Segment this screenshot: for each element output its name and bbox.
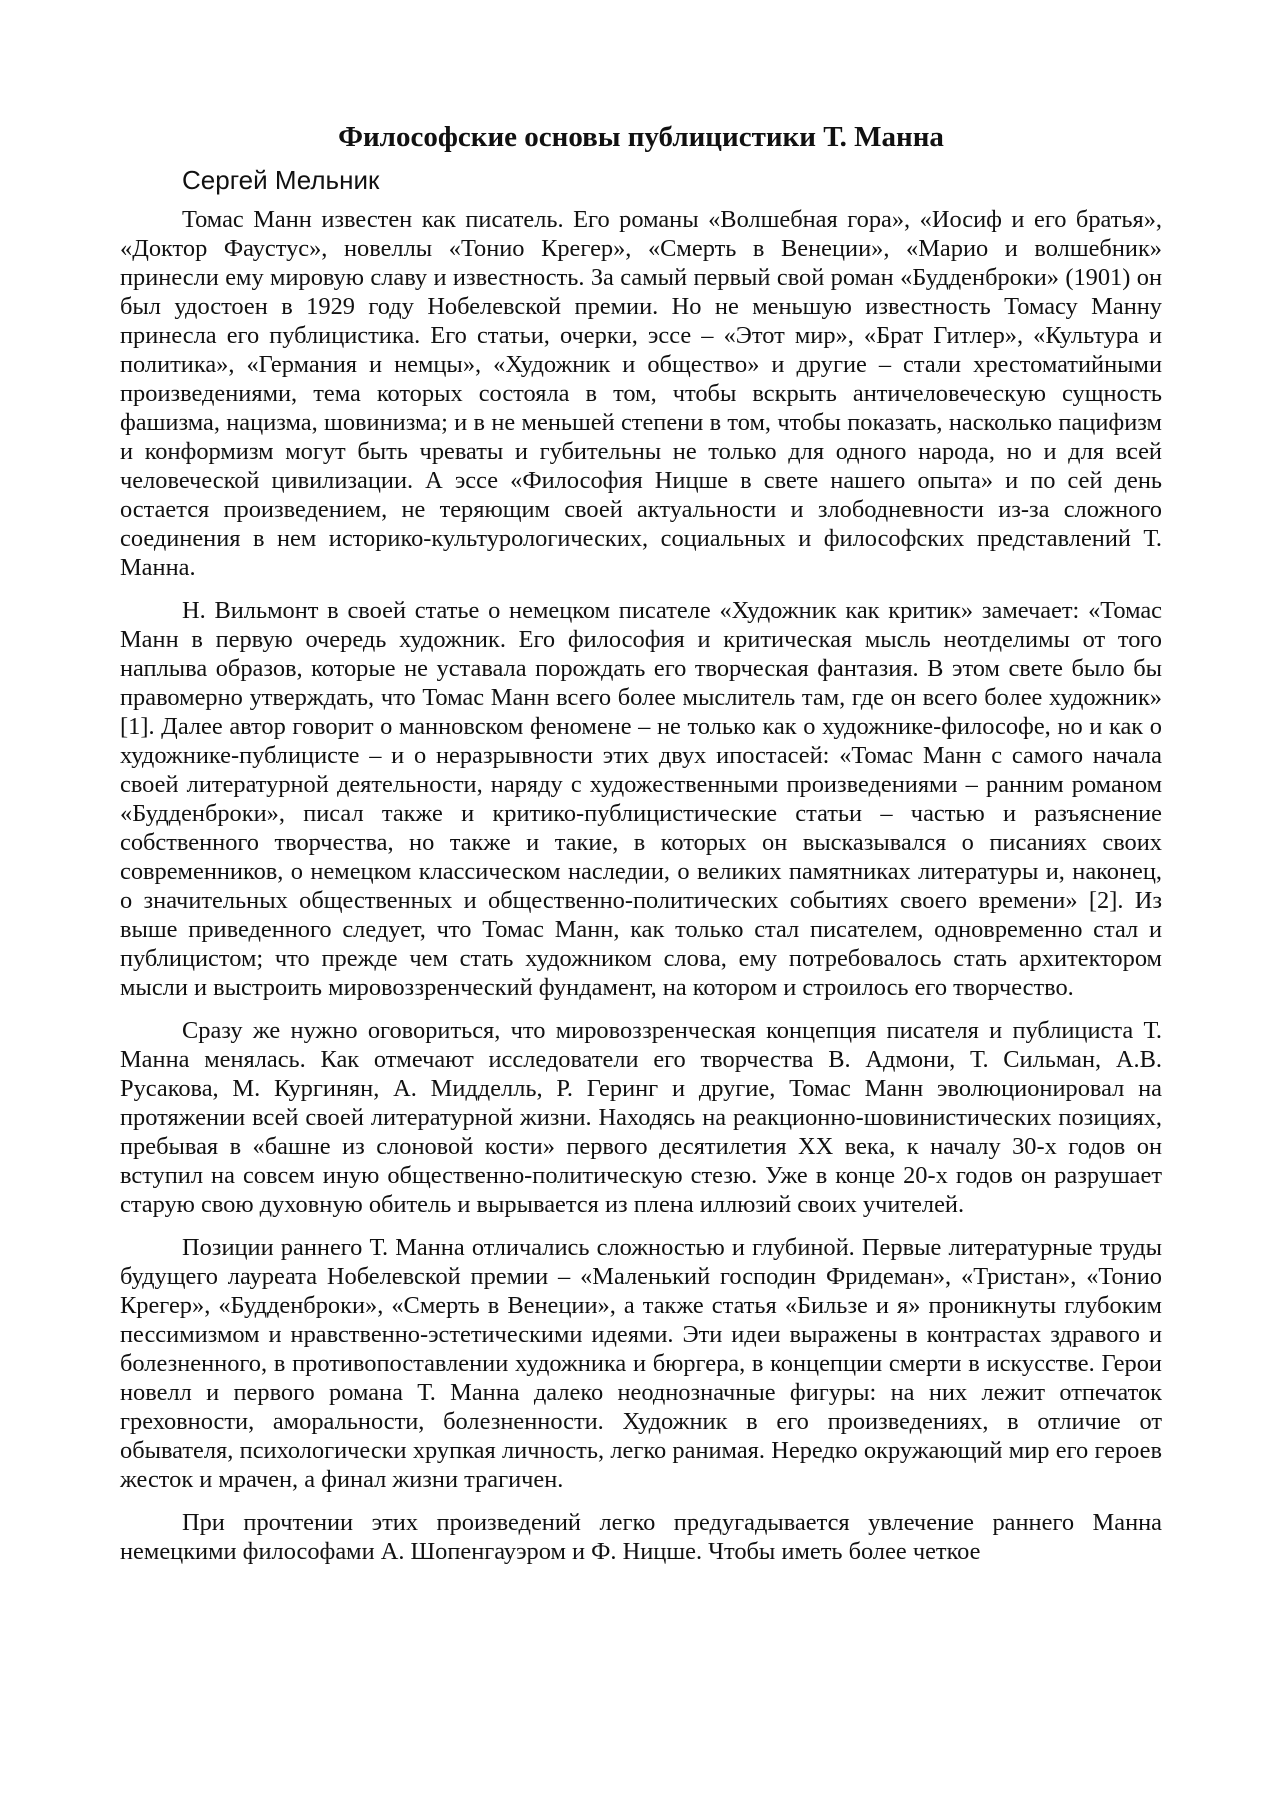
document-page bbox=[120, 120, 1162, 1580]
page-title: Философские основы публицистики Т. Манна bbox=[338, 121, 944, 153]
author-name: Сергей Мельник bbox=[182, 165, 380, 195]
paragraph: Сразу же нужно оговориться, что мировоззренческая концепция писателя и публициста Т. Манна менялась. Как отмечают исследователи его творчества В. Адмони, Т. Сильман, А.В. Русакова, М. Кургинян, А. Мидделль, Р. Геринг и другие, Томас Манн эволюционировал на протяжении всей своей литературной жизни. Находясь на реакционно-шовинистических позициях, пребывая в «башне из слоновой кости» первого десятилетия XX века, к началу 30-х годов он вступил на совсем иную общественно-политическую стезю. Уже в конце 20-х годов он разрушает старую свою духовную обитель и вырывается из плена иллюзий своих учителей. bbox=[120, 1017, 1162, 1218]
paragraph: Позиции раннего Т. Манна отличались сложностью и глубиной. Первые литературные труды будущего лауреата Нобелевской премии – «Маленький господин Фридеман», «Тристан», «Тонио Крегер», «Будденброки», «Смерть в Венеции», а также статья «Бильзе и я» проникнуты глубоким пессимизмом и нравственно-эстетическими идеями. Эти идеи выражены в контрастах здравого и болезненного, в противопоставлении художника и бюргера, в концепции смерти в искусстве. Герои новелл и первого романа Т. Манна далеко неоднозначные фигуры: на них лежит отпечаток греховности, аморальности, болезненности. Художник в его произведениях, в отличие от обывателя, психологически хрупкая личность, легко ранимая. Нередко окружающий мир его героев жесток и мрачен, а финал жизни трагичен. bbox=[120, 1234, 1162, 1493]
paragraph: При прочтении этих произведений легко предугадывается увлечение раннего Манна немецкими философами А. Шопенгауэром и Ф. Ницше. Чтобы иметь более четкое bbox=[120, 1509, 1162, 1565]
paragraph: Н. Вильмонт в своей статье о немецком писателе «Художник как критик» замечает: «Томас Манн в первую очередь художник. Его философия и критическая мысль неотделимы от того наплыва образов, которые не уставала порождать его творческая фантазия. В этом свете было бы правомерно утверждать, что Томас Манн всего более мыслитель там, где он всего более художник» [1]. Далее автор говорит о манновском феномене – не только как о художнике-философе, но и как о художнике-публицисте – и о неразрывности этих двух ипостасей: «Томас Манн с самого начала своей литературной деятельности, наряду с художественными произведениями – ранним романом «Будденброки», писал также и критико-публицистические статьи – частью и разъяснение собственного творчества, но также и такие, в которых он высказывался о писаниях своих современников, о немецком классическом наследии, о великих памятниках литературы и, наконец, о значительных общественных и общественно-политических событиях своего времени» [2]. Из выше приведенного следует, что Томас Манн, как только стал писателем, одновременно стал и публицистом; что прежде чем стать художником слова, ему потребовалось стать архитектором мысли и выстроить мировоззренческий фундамент, на котором и строилось его творчество. bbox=[120, 597, 1162, 1001]
paragraph: Томас Манн известен как писатель. Его романы «Волшебная гора», «Иосиф и его братья», «Доктор Фаустус», новеллы «Тонио Крегер», «Смерть в Венеции», «Марио и волшебник» принесли ему мировую славу и известность. За самый первый свой роман «Будденброки» (1901) он был удостоен в 1929 году Нобелевской премии. Но не меньшую известность Томасу Манну принесла его публицистика. Его статьи, очерки, эссе – «Этот мир», «Брат Гитлер», «Культура и политика», «Германия и немцы», «Художник и общество» и другие – стали хрестоматийными произведениями, тема которых состояла в том, чтобы вскрыть античеловеческую сущность фашизма, нацизма, шовинизма; и в не меньшей степени в том, чтобы показать, насколько пацифизм и конформизм могут быть чреваты и губительны не только для одного народа, но и для всей человеческой цивилизации. А эссе «Философия Ницше в свете нашего опыта» и по сей день остается произведением, не теряющим своей актуальности и злободневности из-за сложного соединения в нем историко-культурологических, социальных и философских представлений Т. Манна. bbox=[120, 206, 1162, 581]
